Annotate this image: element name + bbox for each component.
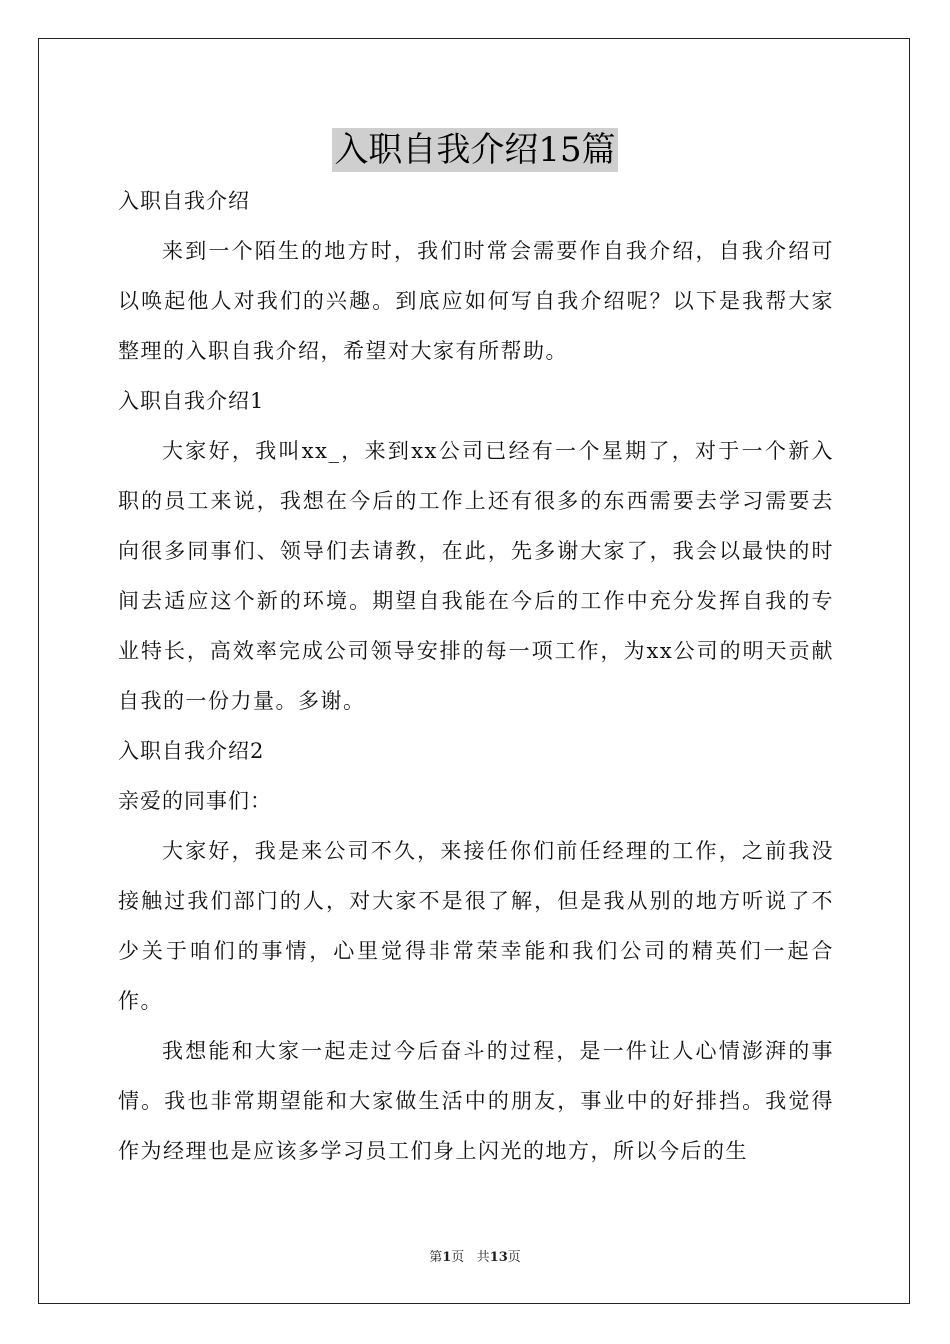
total-prefix: 共	[476, 1250, 490, 1265]
section-heading: 入职自我介绍	[118, 189, 250, 213]
title-container	[0, 128, 950, 172]
total-suffix: 页	[507, 1250, 521, 1265]
document-title: 入职自我介绍15篇	[334, 130, 616, 170]
salutation: 亲爱的同事们：	[118, 789, 272, 813]
page-footer	[0, 1246, 950, 1265]
page-prefix: 第	[429, 1250, 443, 1265]
page-suffix: 页	[451, 1250, 465, 1265]
section-heading: 入职自我介绍2	[118, 739, 265, 763]
total-pages: 13	[489, 1250, 508, 1265]
body-paragraph: 来到一个陌生的地方时，我们时常会需要作自我介绍，自我介绍可以唤起他人对我们的兴趣。到底应如何写自我介绍呢？以下是我帮大家整理的入职自我介绍，希望对大家有所帮助。	[118, 239, 834, 363]
body-paragraph: 大家好，我是来公司不久，来接任你们前任经理的工作，之前我没接触过我们部门的人，对大家不是很了解，但是我从别的地方听说了不少关于咱们的事情，心里觉得非常荣幸能和我们公司的精英们一起合作。	[118, 839, 834, 1013]
document-body	[118, 176, 834, 1176]
page-number: 1	[442, 1250, 452, 1265]
body-paragraph: 我想能和大家一起走过今后奋斗的过程，是一件让人心情澎湃的事情。我也非常期望能和大家做生活中的朋友，事业中的好排挡。我觉得作为经理也是应该多学习员工们身上闪光的地方，所以今后的生	[118, 1039, 834, 1163]
section-heading: 入职自我介绍1	[118, 389, 265, 413]
body-paragraph: 大家好，我叫xx_，来到xx公司已经有一个星期了，对于一个新入职的员工来说，我想在今后的工作上还有很多的东西需要去学习需要去向很多同事们、领导们去请教，在此，先多谢大家了，我会以最快的时间去适应这个新的环境。期望自我能在今后的工作中充分发挥自我的专业特长，高效率完成公司领导安排的每一项工作，为xx公司的明天贡献自我的一份力量。多谢。	[118, 439, 834, 713]
